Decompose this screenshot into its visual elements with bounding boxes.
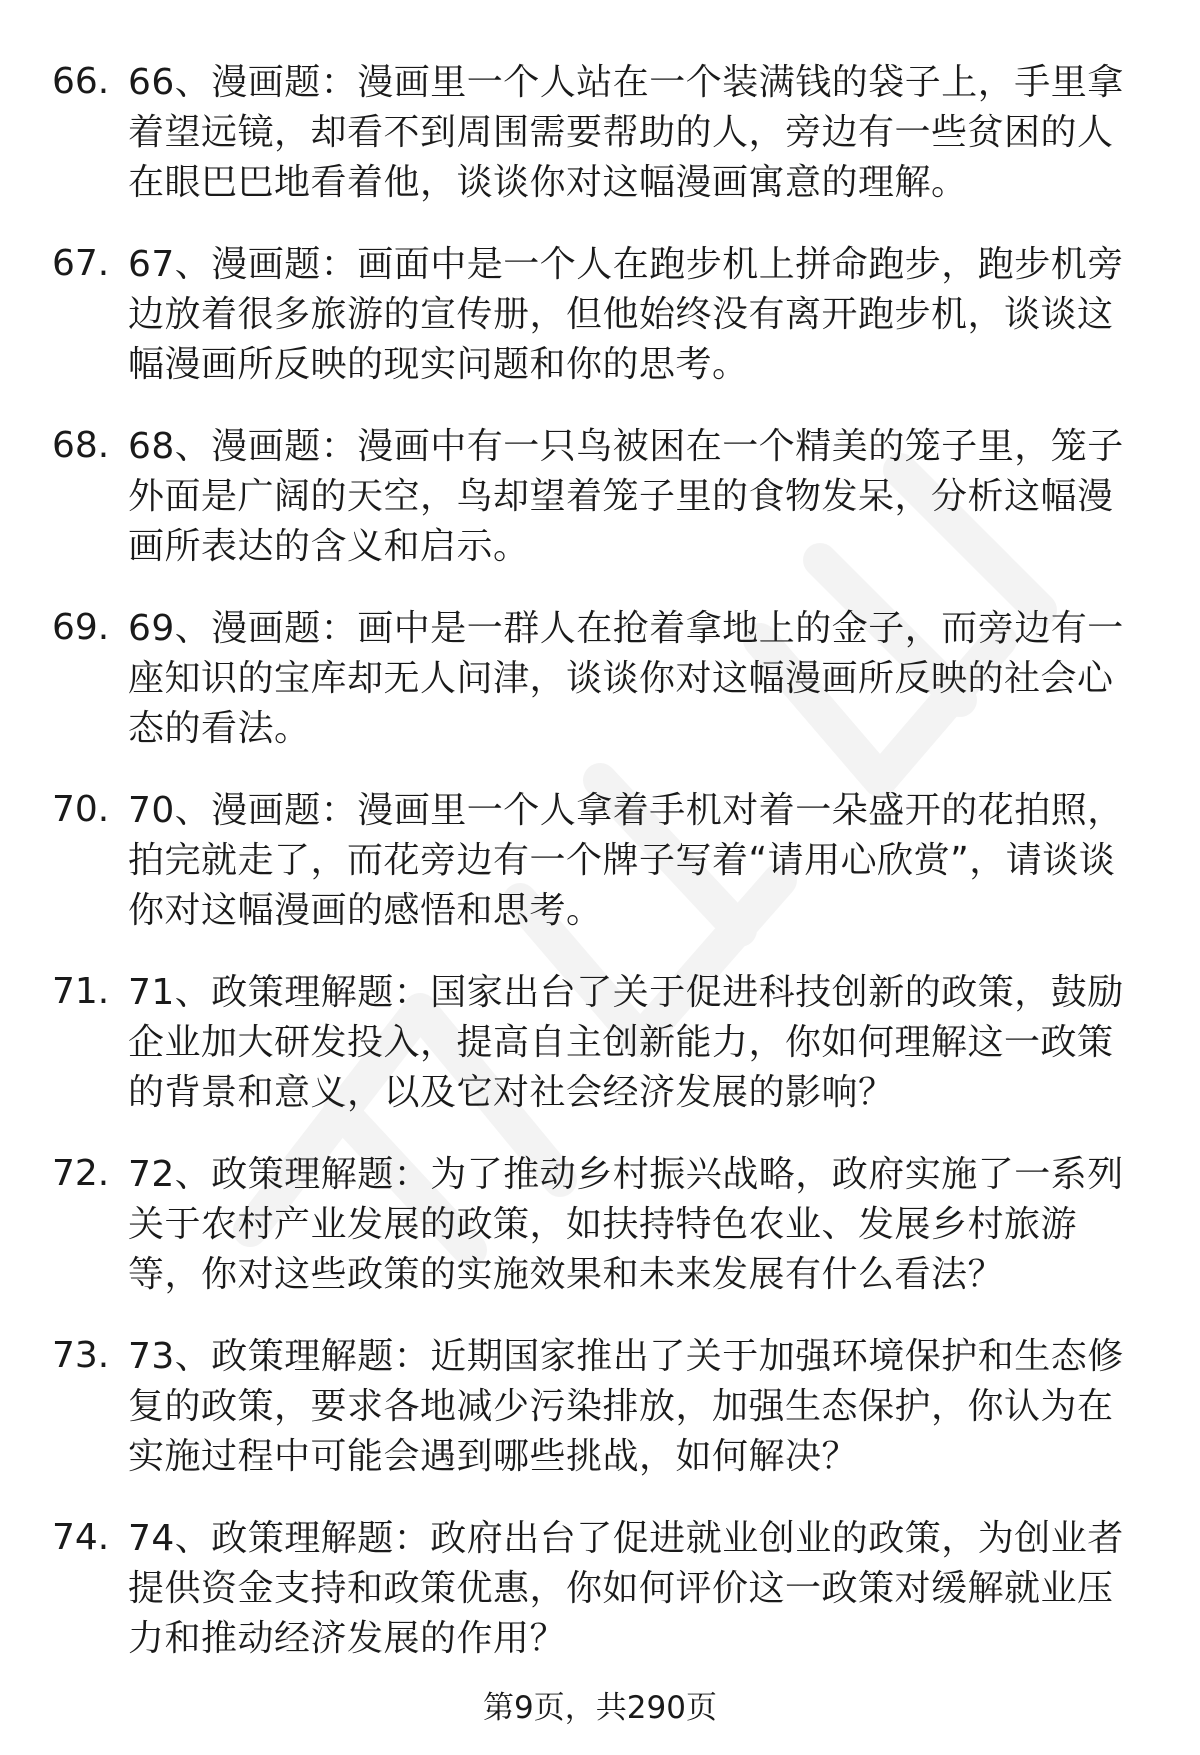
question-number: 72.: [52, 1153, 110, 1194]
question-item-74: [52, 1514, 1152, 1696]
question-item-67: [52, 240, 1152, 422]
question-text: 66、漫画题：漫画里一个人站在一个装满钱的袋子上，手里拿着望远镜，却看不到周围需要帮助的人，旁边有一些贫困的人在眼巴巴地看着他，谈谈你对这幅漫画寓意的理解。: [128, 62, 1124, 203]
question-text: 71、政策理解题：国家出台了关于促进科技创新的政策，鼓励企业加大研发投入，提高自主创新能力，你如何理解这一政策的背景和意义，以及它对社会经济发展的影响？: [128, 972, 1124, 1113]
question-item-73: [52, 1332, 1152, 1514]
question-number: 66.: [52, 61, 110, 102]
question-text: 73、政策理解题：近期国家推出了关于加强环境保护和生态修复的政策，要求各地减少污染排放，加强生态保护，你认为在实施过程中可能会遇到哪些挑战，如何解决？: [128, 1336, 1124, 1477]
question-text: 69、漫画题：画中是一群人在抢着拿地上的金子，而旁边有一座知识的宝库却无人问津，谈谈你对这幅漫画所反映的社会心态的看法。: [128, 608, 1124, 749]
question-number: 68.: [52, 425, 110, 466]
question-item-70: [52, 786, 1152, 968]
question-item-71: [52, 968, 1152, 1150]
question-number: 74.: [52, 1517, 110, 1558]
question-number: 73.: [52, 1335, 110, 1376]
question-item-68: [52, 422, 1152, 604]
question-item-66: [52, 58, 1152, 240]
question-number: 71.: [52, 971, 110, 1012]
question-number: 69.: [52, 607, 110, 648]
page-footer: 第9页，共290页: [483, 1690, 717, 1726]
question-text: 68、漫画题：漫画中有一只鸟被困在一个精美的笼子里，笼子外面是广阔的天空，鸟却望着笼子里的食物发呆，分析这幅漫画所表达的含义和启示。: [128, 426, 1124, 567]
question-text: 74、政策理解题：政府出台了促进就业创业的政策，为创业者提供资金支持和政策优惠，你如何评价这一政策对缓解就业压力和推动经济发展的作用？: [128, 1518, 1124, 1659]
question-number: 67.: [52, 243, 110, 284]
question-item-69: [52, 604, 1152, 786]
question-list: [52, 58, 1152, 1696]
question-item-72: [52, 1150, 1152, 1332]
question-number: 70.: [52, 789, 110, 830]
question-text: 72、政策理解题：为了推动乡村振兴战略，政府实施了一系列关于农村产业发展的政策，如扶持特色农业、发展乡村旅游等，你对这些政策的实施效果和未来发展有什么看法？: [128, 1154, 1124, 1295]
question-text: 67、漫画题：画面中是一个人在跑步机上拼命跑步，跑步机旁边放着很多旅游的宣传册，但他始终没有离开跑步机，谈谈这幅漫画所反映的现实问题和你的思考。: [128, 244, 1124, 385]
question-text: 70、漫画题：漫画里一个人拿着手机对着一朵盛开的花拍照，拍完就走了，而花旁边有一个牌子写着“请用心欣赏”，请谈谈你对这幅漫画的感悟和思考。: [128, 790, 1124, 931]
